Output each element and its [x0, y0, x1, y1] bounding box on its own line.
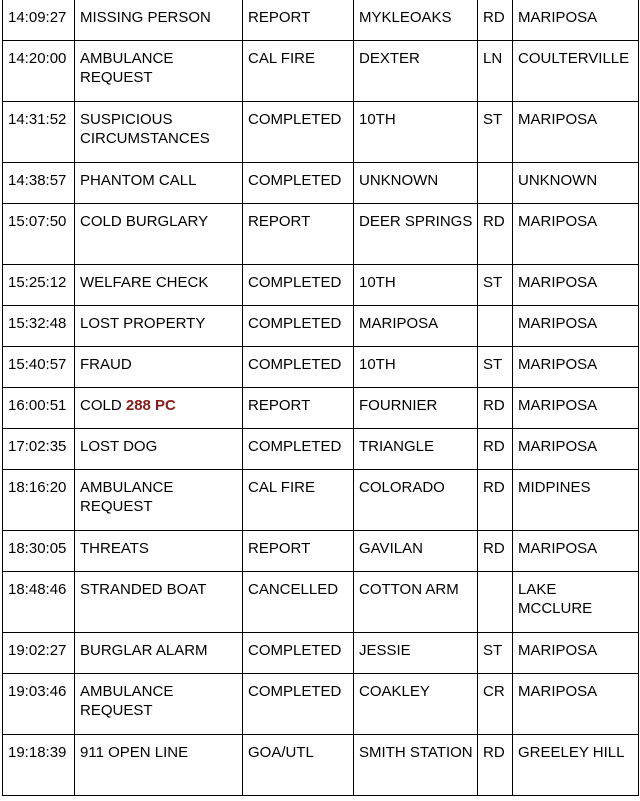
city-cell: MARIPOSA — [513, 347, 639, 388]
street-cell: DEXTER — [354, 41, 478, 102]
city-cell: MARIPOSA — [513, 388, 639, 429]
call-type-text: COLD BURGLARY — [80, 213, 209, 230]
call-type-cell — [75, 674, 243, 735]
time-cell: 15:40:57 — [3, 347, 75, 388]
table-row — [3, 674, 639, 735]
call-type-text: BURGLAR ALARM — [80, 642, 208, 659]
street-cell: COLORADO — [354, 470, 478, 531]
city-cell: MARIPOSA — [513, 531, 639, 572]
table-row — [3, 0, 639, 41]
street-cell: DEER SPRINGS — [354, 204, 478, 265]
disposition-cell: COMPLETED — [243, 429, 354, 470]
time-cell: 15:07:50 — [3, 204, 75, 265]
street-cell: SMITH STATION — [354, 735, 478, 796]
table-row — [3, 470, 639, 531]
call-type-text: AMBULANCE REQUEST — [80, 683, 174, 719]
call-type-cell — [75, 735, 243, 796]
street-cell: GAVILAN — [354, 531, 478, 572]
city-cell: MARIPOSA — [513, 265, 639, 306]
time-cell: 14:31:52 — [3, 102, 75, 163]
street-suffix-cell: CR — [478, 674, 513, 735]
call-type-cell — [75, 347, 243, 388]
street-suffix-cell: LN — [478, 41, 513, 102]
table-row — [3, 429, 639, 470]
call-type-text: LOST DOG — [80, 438, 158, 455]
disposition-cell: COMPLETED — [243, 347, 354, 388]
call-type-cell — [75, 429, 243, 470]
city-cell: MARIPOSA — [513, 0, 639, 41]
table-row — [3, 306, 639, 347]
table-row — [3, 735, 639, 796]
call-type-text: THREATS — [80, 540, 149, 557]
street-suffix-cell: RD — [478, 735, 513, 796]
street-suffix-cell: RD — [478, 470, 513, 531]
disposition-cell: REPORT — [243, 204, 354, 265]
disposition-cell: REPORT — [243, 531, 354, 572]
time-cell: 14:09:27 — [3, 0, 75, 41]
street-suffix-cell — [478, 163, 513, 204]
call-type-cell — [75, 633, 243, 674]
call-type-text: WELFARE CHECK — [80, 274, 209, 291]
disposition-cell: REPORT — [243, 0, 354, 41]
call-type-text: PHANTOM CALL — [80, 172, 197, 189]
table-row — [3, 572, 639, 633]
street-suffix-cell: RD — [478, 429, 513, 470]
street-cell: COTTON ARM — [354, 572, 478, 633]
call-type-text: SUSPICIOUS CIRCUMSTANCES — [80, 111, 210, 147]
call-type-text: FRAUD — [80, 356, 132, 373]
table-row — [3, 41, 639, 102]
disposition-cell: REPORT — [243, 388, 354, 429]
call-type-text: AMBULANCE REQUEST — [80, 50, 174, 86]
call-type-text: 911 OPEN LINE — [80, 744, 189, 761]
table-row — [3, 204, 639, 265]
incident-log-body — [3, 0, 639, 796]
call-type-cell — [75, 572, 243, 633]
call-type-text: MISSING PERSON — [80, 9, 211, 26]
city-cell: MARIPOSA — [513, 306, 639, 347]
table-row — [3, 102, 639, 163]
call-type-cell — [75, 470, 243, 531]
street-cell: 10TH — [354, 347, 478, 388]
penal-code-highlight: 288 PC — [125, 397, 176, 414]
table-row — [3, 347, 639, 388]
time-cell: 14:20:00 — [3, 41, 75, 102]
call-type-cell — [75, 306, 243, 347]
disposition-cell: COMPLETED — [243, 163, 354, 204]
street-cell: TRIANGLE — [354, 429, 478, 470]
time-cell: 18:16:20 — [3, 470, 75, 531]
call-type-cell — [75, 204, 243, 265]
city-cell: MARIPOSA — [513, 633, 639, 674]
city-cell: MIDPINES — [513, 470, 639, 531]
street-cell: 10TH — [354, 102, 478, 163]
disposition-cell: COMPLETED — [243, 306, 354, 347]
time-cell: 16:00:51 — [3, 388, 75, 429]
street-suffix-cell: RD — [478, 388, 513, 429]
call-type-cell — [75, 265, 243, 306]
table-row — [3, 388, 639, 429]
street-suffix-cell: RD — [478, 531, 513, 572]
disposition-cell: COMPLETED — [243, 674, 354, 735]
table-row — [3, 633, 639, 674]
call-type-text: AMBULANCE REQUEST — [80, 479, 174, 515]
time-cell: 14:38:57 — [3, 163, 75, 204]
city-cell: MARIPOSA — [513, 429, 639, 470]
call-type-text: STRANDED BOAT — [80, 581, 207, 598]
time-cell: 19:02:27 — [3, 633, 75, 674]
time-cell: 18:30:05 — [3, 531, 75, 572]
disposition-cell: GOA/UTL — [243, 735, 354, 796]
call-type-cell — [75, 102, 243, 163]
street-cell: JESSIE — [354, 633, 478, 674]
table-row — [3, 531, 639, 572]
time-cell: 19:03:46 — [3, 674, 75, 735]
time-cell: 15:32:48 — [3, 306, 75, 347]
street-cell: MYKLEOAKS — [354, 0, 478, 41]
disposition-cell: CANCELLED — [243, 572, 354, 633]
time-cell: 19:18:39 — [3, 735, 75, 796]
street-cell: UNKNOWN — [354, 163, 478, 204]
street-suffix-cell — [478, 306, 513, 347]
street-suffix-cell: RD — [478, 204, 513, 265]
city-cell: MARIPOSA — [513, 674, 639, 735]
street-suffix-cell: ST — [478, 102, 513, 163]
call-type-cell — [75, 163, 243, 204]
city-cell: UNKNOWN — [513, 163, 639, 204]
street-cell: MARIPOSA — [354, 306, 478, 347]
incident-log-table — [2, 0, 639, 796]
time-cell: 15:25:12 — [3, 265, 75, 306]
call-type-cell — [75, 0, 243, 41]
call-type-cell — [75, 388, 243, 429]
disposition-cell: COMPLETED — [243, 265, 354, 306]
street-suffix-cell — [478, 572, 513, 633]
city-cell: MARIPOSA — [513, 102, 639, 163]
street-cell: FOURNIER — [354, 388, 478, 429]
call-type-text: LOST PROPERTY — [80, 315, 206, 332]
city-cell: MARIPOSA — [513, 204, 639, 265]
street-cell: COAKLEY — [354, 674, 478, 735]
street-suffix-cell: ST — [478, 265, 513, 306]
time-cell: 18:48:46 — [3, 572, 75, 633]
city-cell: LAKE MCCLURE — [513, 572, 639, 633]
city-cell: COULTERVILLE — [513, 41, 639, 102]
street-suffix-cell: ST — [478, 633, 513, 674]
time-cell: 17:02:35 — [3, 429, 75, 470]
table-row — [3, 265, 639, 306]
city-cell: GREELEY HILL — [513, 735, 639, 796]
disposition-cell: CAL FIRE — [243, 41, 354, 102]
call-type-text: COLD — [80, 397, 122, 414]
call-type-cell — [75, 531, 243, 572]
disposition-cell: COMPLETED — [243, 102, 354, 163]
street-cell: 10TH — [354, 265, 478, 306]
street-suffix-cell: ST — [478, 347, 513, 388]
disposition-cell: CAL FIRE — [243, 470, 354, 531]
disposition-cell: COMPLETED — [243, 633, 354, 674]
call-type-cell — [75, 41, 243, 102]
table-row — [3, 163, 639, 204]
street-suffix-cell: RD — [478, 0, 513, 41]
